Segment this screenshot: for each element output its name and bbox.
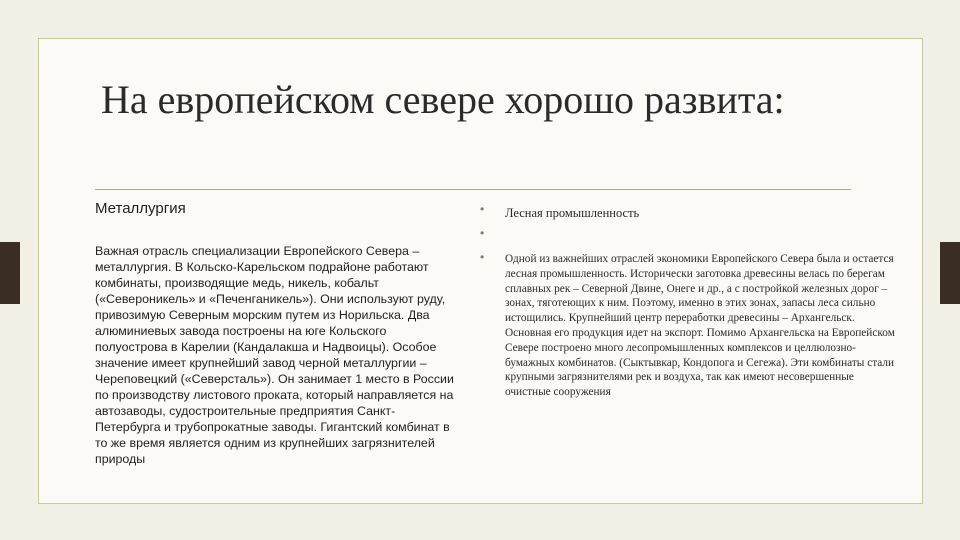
title-divider — [95, 189, 851, 190]
slide-title: На европейском севере хорошо развита: — [101, 77, 785, 122]
left-column-heading: Металлургия — [95, 200, 186, 217]
right-decorative-bar — [940, 242, 960, 304]
bullet-marker: • — [480, 250, 485, 264]
right-column-body: Одной из важнейших отраслей экономики Европейского Севера была и остается лесная промышленность. Исторически заготовка древесины велась по берегам сплавных рек – Северной Двине, Онеге и др., а с постройкой железных дорог – зонах, тяготеющих к ним. Поэтому, именно в этих зонах, запасы леса сильно истощились. Крупнейший центр переработки древесины – Архангельск. Основная его продукция идет на экспорт. Помимо Архангельска на Европейском Севере построено много лесопромышленных комплексов и целлюлозно-бумажных комбинатов. (Сыктывкар, Кондопога и Сегежа). Эти комбинаты стали крупными загрязнителями рек и воздуха, так как имеют несовершенные очистные сооружения — [505, 253, 895, 399]
right-column-heading: Лесная промышленность — [505, 206, 640, 220]
bullet-marker: • — [480, 202, 485, 216]
left-column-body: Важная отрасль специализации Европейского Севера – металлургия. В Кольско-Карельском подрайоне работают комбинаты, производящие медь, никель, кобальт («Североникель» и «Печенганикель»). Они используют руду, привозимую Северным морским путем из Норильска. Два алюминиевых завода построены на юге Кольского полуострова в Карелии (Кандалакша и Надвоицы). Особое значение имеет крупнейший завод черной металлургии – Череповецкий («Северсталь»). Он занимает 1 место в России по производству листового проката, который направляется на автозаводы, судостроительные предприятия Санкт-Петербурга и трубопрокатные заводы. Гигантский комбинат в то же время является одним из крупнейших загрязнителей природы — [95, 244, 454, 466]
bullet-marker: • — [480, 226, 485, 240]
left-decorative-bar — [0, 242, 20, 304]
